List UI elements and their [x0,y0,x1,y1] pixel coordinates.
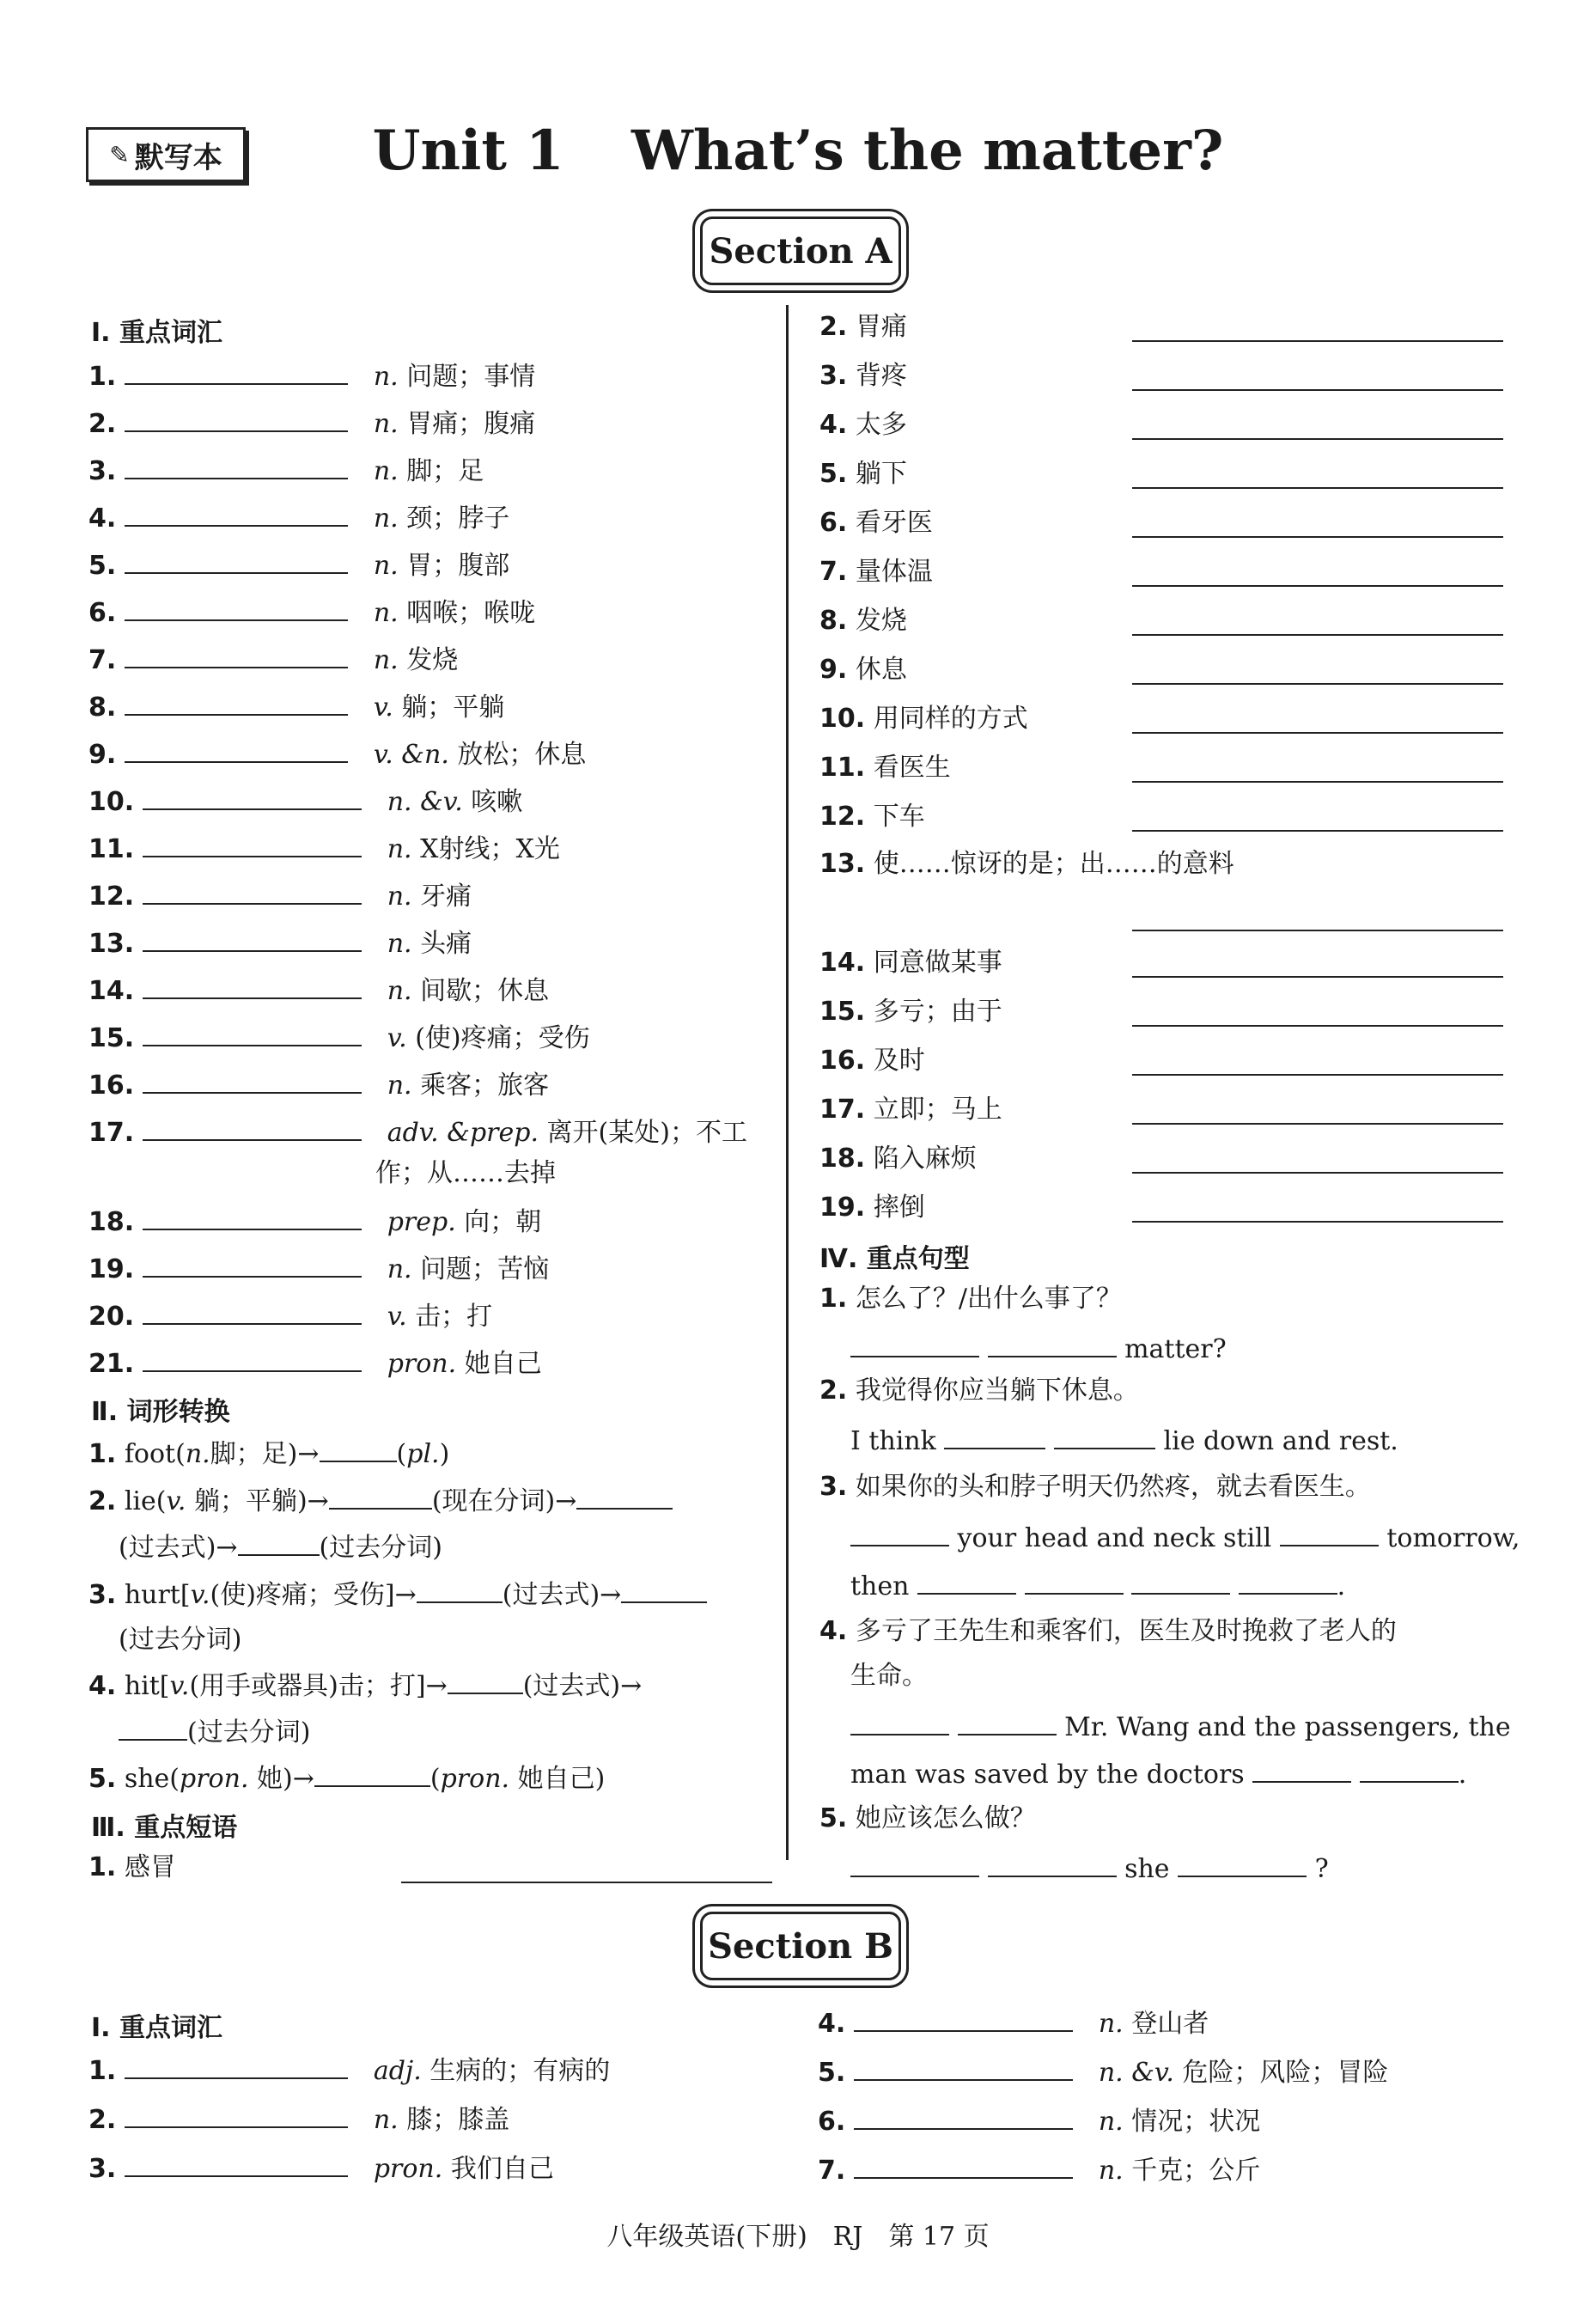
word-form-item: 3. hurt[v.(使)疼痛；受伤]→ (过去式)→ [88,1577,707,1612]
answer-blank[interactable] [621,1577,707,1603]
answer-blank[interactable] [329,1484,432,1510]
answer-blank[interactable] [1132,436,1503,440]
answer-blank[interactable] [1132,632,1503,636]
answer-blank[interactable] [850,1710,949,1735]
phrase-item: 9. 休息 [819,655,907,685]
vocab-item: 12. n. 牙痛 [88,879,472,913]
phrase-item: 15. 多亏；由于 [819,997,1002,1027]
answer-blank[interactable] [1239,1569,1337,1595]
vocab-item: 2. n. 膝；膝盖 [88,2102,509,2137]
word-form-item: 2. lie(v. 躺；平躺)→ (现在分词)→ [88,1484,673,1518]
word-form-continuation: (过去分词) [119,1625,242,1655]
answer-blank[interactable] [917,1569,1016,1595]
answer-blank[interactable] [143,1252,362,1278]
vocab-item: 3. pron. 我们自己 [88,2151,554,2186]
answer-blank[interactable] [988,1851,1117,1877]
vocab-item: 18. prep. 向；朝 [88,1205,541,1239]
sentence-answer: man was saved by the doctors . [850,1757,1466,1791]
answer-blank[interactable] [1132,1121,1503,1125]
vocab-item: 10. n. &v. 咳嗽 [88,784,522,819]
section-a-heading: Section A [700,217,901,285]
answer-blank[interactable] [1132,974,1503,978]
vocab-header-a: Ⅰ. 重点词汇 [91,318,223,348]
answer-blank[interactable] [143,926,362,952]
vocab-item-continuation: 作；从……去掉 [375,1158,556,1188]
vocab-item: 6. n. 咽喉；喉咙 [88,595,535,630]
sentence-answer: Mr. Wang and the passengers, the [850,1710,1511,1744]
column-divider [786,305,789,1860]
vocab-item: 17. adv. &prep. 离开(某处)；不工 [88,1115,747,1150]
sentence-answer: your head and neck still tomorrow, [850,1521,1520,1555]
pen-icon: ✎ [109,140,130,169]
answer-blank[interactable] [1132,828,1503,832]
answer-blank[interactable] [1132,485,1503,489]
answer-blank[interactable] [1132,534,1503,538]
phrase-item: 13. 使……惊讶的是；出……的意料 [819,849,1234,879]
answer-blank[interactable] [125,501,348,527]
sentence-prompt: 3. 如果你的头和脖子明天仍然疼，就去看医生。 [819,1472,1371,1502]
phrases-header: Ⅲ. 重点短语 [91,1813,238,1843]
answer-blank[interactable] [143,879,362,905]
phrase-item: 7. 量体温 [819,557,933,587]
answer-blank[interactable] [1132,339,1503,342]
answer-blank[interactable] [850,1332,979,1357]
answer-blank[interactable] [1360,1757,1459,1783]
sentence-prompt: 2. 我觉得你应当躺下休息。 [819,1376,1139,1406]
phrase-item: 6. 看牙医 [819,508,933,538]
answer-blank[interactable] [143,1299,362,1325]
answer-blank[interactable] [143,973,362,999]
sentence-answer: matter? [850,1332,1227,1366]
sentence-prompt: 4. 多亏了王先生和乘客们，医生及时挽救了老人的 [819,1616,1397,1646]
answer-blank[interactable] [125,737,348,763]
answer-blank[interactable] [238,1530,320,1556]
vocab-item: 6. n. 情况；状况 [818,2104,1260,2138]
vocab-item: 15. v. (使)疼痛；受伤 [88,1021,590,1055]
answer-blank[interactable] [143,1021,362,1046]
answer-blank[interactable] [125,548,348,574]
answer-blank[interactable] [125,643,348,668]
vocab-item: 8. v. 躺；平躺 [88,690,504,724]
answer-blank[interactable] [143,1115,362,1141]
answer-blank[interactable] [1132,1219,1503,1223]
phrase-item: 18. 陷入麻烦 [819,1144,977,1174]
answer-blank[interactable] [125,690,348,716]
sentence-prompt: 5. 她应该怎么做？ [819,1803,1036,1833]
answer-blank[interactable] [119,1715,187,1741]
vocab-item: 7. n. 千克；公斤 [818,2153,1260,2187]
page-footer: 八年级英语(下册) RJ 第 17 页 [606,2222,990,2252]
vocab-item: 5. n. 胃；腹部 [88,548,509,583]
answer-blank[interactable] [1252,1757,1351,1783]
answer-blank[interactable] [854,2104,1073,2130]
answer-blank[interactable] [1131,1569,1230,1595]
phrase-item: 14. 同意做某事 [819,948,1002,978]
section-b-heading: Section B [700,1912,901,1980]
vocab-item: 11. n. X射线；X光 [88,832,560,866]
phrase-item: 2. 胃痛 [819,312,907,342]
vocab-item: 20. v. 击；打 [88,1299,492,1333]
vocab-item: 1. adj. 生病的；有病的 [88,2053,610,2088]
phrase-item: 16. 及时 [819,1046,925,1076]
answer-blank[interactable] [958,1710,1057,1735]
answer-blank[interactable] [143,1068,362,1094]
sentence-prompt-continuation: 生命。 [850,1661,928,1691]
phrase-item: 12. 下车 [819,802,925,832]
answer-blank[interactable] [850,1521,949,1546]
answer-blank[interactable] [417,1577,503,1603]
vocab-item: 4. n. 登山者 [818,2006,1209,2040]
vocab-item: 4. n. 颈；脖子 [88,501,509,535]
answer-blank[interactable] [1132,730,1503,734]
vocab-item: 3. n. 脚；足 [88,454,484,488]
answer-blank[interactable] [143,784,362,810]
answer-blank[interactable] [1132,779,1503,783]
phrase-item: 4. 太多 [819,410,907,440]
badge-label: 默写本 [134,140,222,175]
unit-number: Unit 1 [372,119,564,183]
answer-blank[interactable] [1132,1170,1503,1174]
vocab-item: 13. n. 头痛 [88,926,472,961]
answer-blank[interactable] [576,1484,673,1510]
answer-blank[interactable] [143,1346,362,1372]
phrase-item: 17. 立即；马上 [819,1095,1002,1125]
answer-blank[interactable] [125,2151,348,2177]
answer-blank[interactable] [401,1882,772,1883]
answer-blank[interactable] [1178,1851,1307,1877]
answer-blank[interactable] [1132,387,1503,391]
phrase-item: 8. 发烧 [819,606,907,636]
sentence-answer: then . [850,1569,1345,1603]
answer-blank[interactable] [125,406,348,432]
answer-blank[interactable] [143,1205,362,1230]
answer-blank[interactable] [143,832,362,857]
answer-blank[interactable] [1132,1072,1503,1076]
answer-blank[interactable] [1054,1424,1155,1449]
vocab-item: 1. n. 问题；事情 [88,359,535,393]
phrase-item: 10. 用同样的方式 [819,704,1028,734]
word-form-header: Ⅱ. 词形转换 [91,1397,230,1427]
answer-blank[interactable] [1132,1023,1503,1027]
phrase-item: 19. 摔倒 [819,1193,925,1223]
vocab-item: 9. v. &n. 放松；休息 [88,737,586,772]
sentence-prompt: 1. 怎么了？/出什么事了？ [819,1284,1122,1314]
answer-blank[interactable] [1132,928,1503,931]
answer-blank[interactable] [1280,1521,1379,1546]
sentence-answer: I think lie down and rest. [850,1424,1398,1458]
vocab-item: 5. n. &v. 危险；风险；冒险 [818,2055,1388,2089]
phrase-item: 1. 感冒 [88,1852,176,1882]
vocab-item: 16. n. 乘客；旅客 [88,1068,549,1102]
page-title [0,119,1596,183]
answer-blank[interactable] [988,1332,1117,1357]
vocab-item: 19. n. 问题；苦恼 [88,1252,549,1286]
answer-blank[interactable] [125,2053,348,2079]
vocab-item: 2. n. 胃痛；腹痛 [88,406,535,441]
answer-blank[interactable] [125,595,348,621]
phrase-item: 3. 背疼 [819,361,907,391]
word-form-continuation: (过去式)→ (过去分词) [119,1530,442,1565]
answer-blank[interactable] [125,454,348,479]
answer-blank[interactable] [125,359,348,385]
vocab-item: 14. n. 间歇；休息 [88,973,549,1008]
answer-blank[interactable] [854,2006,1073,2032]
word-form-continuation: (过去分词) [119,1715,310,1749]
answer-blank[interactable] [854,2153,1073,2179]
answer-blank[interactable] [448,1668,523,1694]
answer-blank[interactable] [944,1424,1045,1449]
answer-blank[interactable] [854,2055,1073,2081]
unit-name: What’s the matter? [630,119,1224,183]
answer-blank[interactable] [125,2102,348,2128]
vocab-item: 21. pron. 她自己 [88,1346,542,1381]
word-form-item: 5. she(pron. 她)→ (pron. 她自己) [88,1761,605,1796]
answer-blank[interactable] [1132,583,1503,587]
vocab-header-b: Ⅰ. 重点词汇 [91,2013,223,2043]
answer-blank[interactable] [1025,1569,1124,1595]
answer-blank[interactable] [1132,681,1503,685]
answer-blank[interactable] [320,1437,397,1462]
sentences-header: Ⅳ. 重点句型 [819,1244,970,1274]
sentence-answer: she ? [850,1851,1329,1886]
phrase-item: 11. 看医生 [819,753,951,783]
word-form-item: 1. foot(n.脚；足)→ (pl.) [88,1437,449,1471]
vocab-item: 7. n. 发烧 [88,643,458,677]
answer-blank[interactable] [850,1851,979,1877]
answer-blank[interactable] [314,1761,430,1787]
phrase-item: 5. 躺下 [819,459,907,489]
word-form-item: 4. hit[v.(用手或器具)击；打]→ (过去式)→ [88,1668,642,1703]
